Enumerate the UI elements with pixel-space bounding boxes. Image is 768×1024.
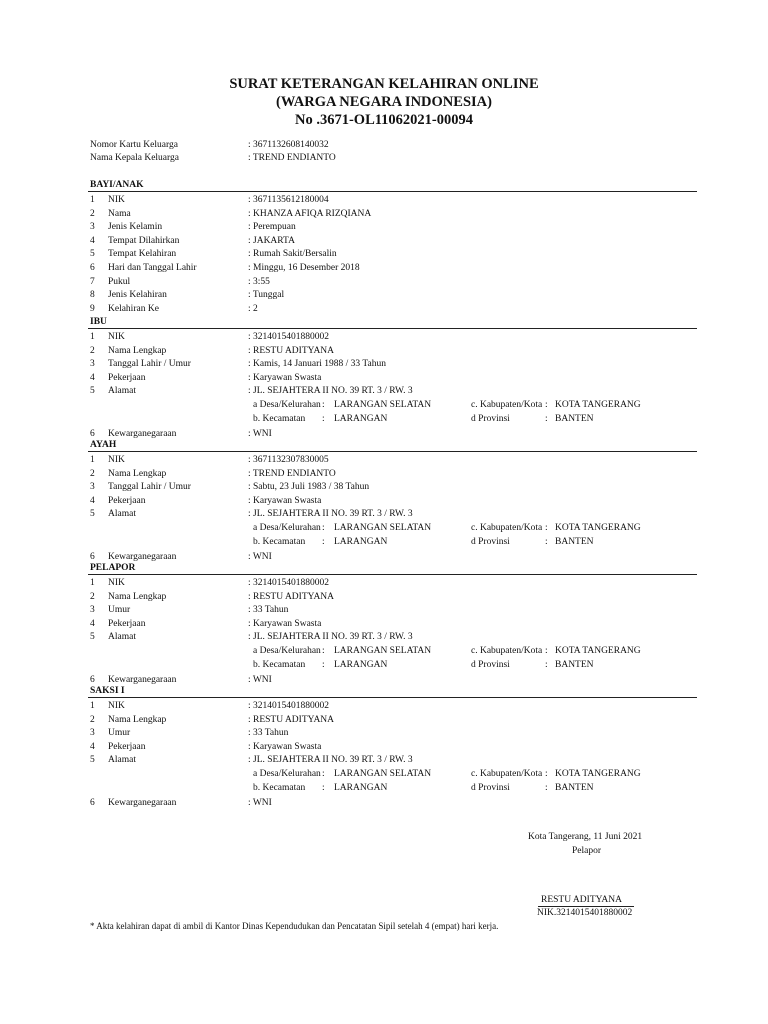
document-title: SURAT KETERANGAN KELAHIRAN ONLINE: [229, 76, 539, 92]
row-number: 3: [90, 359, 95, 370]
ayah-row: [0, 468, 768, 481]
field-value: : RESTU ADITYANA: [248, 714, 335, 725]
desa-value: LARANGAN SELATAN: [334, 400, 432, 410]
kk-head-value: : TREND ENDIANTO: [248, 153, 336, 163]
field-label: NIK: [108, 578, 125, 588]
row-number: 3: [90, 728, 95, 739]
colon: :: [545, 659, 548, 670]
pelapor-address-row-2: [0, 659, 768, 672]
field-label: Kewarganegaraan: [108, 552, 177, 563]
saksi-address-row-1: [0, 768, 768, 781]
document-subtitle: (WARGA NEGARA INDONESIA): [276, 94, 492, 110]
desa-label: a Desa/Kelurahan: [253, 646, 321, 656]
colon: :: [322, 659, 325, 670]
field-label: Tanggal Lahir / Umur: [108, 359, 191, 370]
field-label: Hari dan Tanggal Lahir: [108, 263, 197, 273]
row-number: 2: [90, 208, 95, 219]
row-number: 6: [90, 675, 95, 686]
bayi-row: [0, 208, 768, 221]
kabupaten-label: c. Kabupaten/Kota: [471, 769, 543, 779]
provinsi-label: d Provinsi: [471, 536, 510, 547]
kk-number-row: [0, 139, 768, 152]
desa-label: a Desa/Kelurahan: [253, 769, 321, 779]
row-number: 5: [90, 755, 95, 766]
bayi-row: [0, 248, 768, 261]
kecamatan-label: b. Kecamatan: [253, 782, 306, 793]
field-value: : 33 Tahun: [248, 728, 289, 739]
row-number: 9: [90, 303, 95, 314]
saksi-row: [0, 741, 768, 754]
field-label: Pekerjaan: [108, 741, 146, 752]
provinsi-label: d Provinsi: [471, 659, 510, 670]
colon: :: [322, 782, 325, 793]
pelapor-row: [0, 618, 768, 631]
row-number: 5: [90, 509, 95, 520]
row-number: 6: [90, 552, 95, 563]
ayah-row: [0, 495, 768, 508]
ibu-address-row-1: [0, 399, 768, 412]
bayi-row: [0, 289, 768, 302]
colon: :: [322, 523, 325, 533]
desa-value: LARANGAN SELATAN: [334, 523, 432, 533]
bayi-heading: BAYI/ANAK: [90, 180, 144, 190]
field-value: : 3214015401880002: [248, 701, 330, 711]
pelapor-divider: [88, 574, 697, 575]
field-label: Nama: [108, 208, 131, 219]
pelapor-row: [0, 577, 768, 590]
colon: :: [545, 536, 548, 547]
bayi-row: [0, 276, 768, 289]
colon: :: [322, 536, 325, 547]
ayah-row: [0, 454, 768, 467]
field-label: Nama Lengkap: [108, 591, 167, 602]
field-value: : 33 Tahun: [248, 605, 289, 616]
field-value: : Karyawan Swasta: [248, 618, 322, 629]
field-value: : JAKARTA: [248, 235, 295, 246]
kecamatan-label: b. Kecamatan: [253, 413, 306, 424]
field-value: : Perempuan: [248, 222, 296, 233]
field-value: : Karyawan Swasta: [248, 741, 322, 752]
ayah-address-row-1: [0, 522, 768, 535]
row-number: 2: [90, 345, 95, 356]
field-value: : WNI: [248, 552, 272, 563]
kabupaten-value: KOTA TANGERANG: [555, 523, 641, 533]
provinsi-label: d Provinsi: [471, 782, 510, 793]
kk-number-value: : 3671132608140032: [248, 140, 329, 150]
pelapor-row: [0, 591, 768, 604]
row-number: 2: [90, 468, 95, 479]
saksi-row: [0, 754, 768, 767]
colon: :: [322, 413, 325, 424]
signature-nik: NIK.3214015401880002: [537, 908, 633, 918]
bayi-row: [0, 235, 768, 248]
field-label: Pukul: [108, 276, 131, 287]
row-number: 6: [90, 263, 95, 273]
kecamatan-value: LARANGAN: [334, 413, 388, 424]
kecamatan-label: b. Kecamatan: [253, 659, 306, 670]
field-value: : WNI: [248, 675, 272, 686]
field-value: : WNI: [248, 429, 272, 440]
kabupaten-label: c. Kabupaten/Kota: [471, 523, 543, 533]
row-number: 5: [90, 386, 95, 397]
field-value: : RESTU ADITYANA: [248, 591, 335, 602]
field-value: : JL. SEJAHTERA II NO. 39 RT. 3 / RW. 3: [248, 632, 413, 643]
field-value: : RESTU ADITYANA: [248, 345, 335, 356]
kecamatan-label: b. Kecamatan: [253, 536, 306, 547]
bayi-divider: [88, 191, 697, 192]
row-number: 8: [90, 290, 95, 301]
ibu-divider: [88, 328, 697, 329]
saksi-divider: [88, 697, 697, 698]
field-value: : Karyawan Swasta: [248, 495, 322, 506]
ayah-row: [0, 508, 768, 521]
row-number: 1: [90, 332, 95, 342]
colon: :: [545, 523, 548, 533]
bayi-row: [0, 194, 768, 207]
field-label: NIK: [108, 195, 125, 205]
field-value: : 3671132307830005: [248, 455, 329, 465]
field-value: : Rumah Sakit/Bersalin: [248, 249, 337, 260]
kabupaten-label: c. Kabupaten/Kota: [471, 400, 543, 410]
field-value: : Karyawan Swasta: [248, 372, 322, 383]
pelapor-address-row-1: [0, 645, 768, 658]
kabupaten-value: KOTA TANGERANG: [555, 646, 641, 656]
row-number: 1: [90, 455, 95, 465]
kecamatan-value: LARANGAN: [334, 782, 388, 793]
provinsi-value: BANTEN: [555, 536, 594, 547]
field-label: Nama Lengkap: [108, 714, 167, 725]
row-number: 4: [90, 618, 95, 629]
colon: :: [545, 413, 548, 424]
colon: :: [545, 769, 548, 779]
ibu-row: [0, 372, 768, 385]
field-label: Jenis Kelahiran: [108, 290, 167, 301]
bayi-row: [0, 221, 768, 234]
desa-value: LARANGAN SELATAN: [334, 646, 432, 656]
kk-head-row: [0, 152, 768, 165]
saksi-address-row-2: [0, 782, 768, 795]
desa-value: LARANGAN SELATAN: [334, 769, 432, 779]
saksi-row: [0, 727, 768, 740]
row-number: 1: [90, 195, 95, 205]
ibu-row: [0, 358, 768, 371]
ayah-row: [0, 481, 768, 494]
field-label: Kewarganegaraan: [108, 798, 177, 809]
ayah-heading: AYAH: [90, 440, 117, 450]
provinsi-label: d Provinsi: [471, 413, 510, 424]
field-label: Tanggal Lahir / Umur: [108, 482, 191, 493]
ibu-row: [0, 385, 768, 398]
kabupaten-value: KOTA TANGERANG: [555, 769, 641, 779]
field-label: Kewarganegaraan: [108, 429, 177, 440]
pelapor-heading: PELAPOR: [90, 563, 136, 573]
footnote: * Akta kelahiran dapat di ambil di Kantor Dinas Kependudukan dan Pencatatan Sipil setelah 4 (empat) hari kerja.: [90, 921, 499, 931]
colon: :: [322, 646, 325, 656]
provinsi-value: BANTEN: [555, 659, 594, 670]
colon: :: [545, 400, 548, 410]
row-number: 4: [90, 235, 95, 246]
row-number: 3: [90, 605, 95, 616]
field-label: Alamat: [108, 386, 136, 397]
saksi-row: [0, 700, 768, 713]
field-value: : JL. SEJAHTERA II NO. 39 RT. 3 / RW. 3: [248, 755, 413, 766]
row-number: 6: [90, 798, 95, 809]
field-label: Pekerjaan: [108, 372, 146, 383]
signature-role: Pelapor: [572, 846, 602, 856]
kecamatan-value: LARANGAN: [334, 659, 388, 670]
colon: :: [322, 400, 325, 410]
ibu-row: [0, 345, 768, 358]
row-number: 2: [90, 714, 95, 725]
row-number: 4: [90, 741, 95, 752]
kabupaten-label: c. Kabupaten/Kota: [471, 646, 543, 656]
field-label: Tempat Kelahiran: [108, 249, 177, 260]
field-label: NIK: [108, 455, 125, 465]
field-label: Pekerjaan: [108, 495, 146, 506]
desa-label: a Desa/Kelurahan: [253, 400, 321, 410]
field-label: Pekerjaan: [108, 618, 146, 629]
field-label: NIK: [108, 701, 125, 711]
kabupaten-value: KOTA TANGERANG: [555, 400, 641, 410]
kecamatan-value: LARANGAN: [334, 536, 388, 547]
field-value: : 3:55: [248, 276, 270, 287]
colon: :: [545, 782, 548, 793]
ayah-divider: [88, 451, 697, 452]
field-value: : Minggu, 16 Desember 2018: [248, 263, 360, 273]
row-number: 3: [90, 222, 95, 233]
ayah-address-row-2: [0, 536, 768, 549]
row-number: 1: [90, 578, 95, 588]
field-label: Alamat: [108, 755, 136, 766]
kk-head-label: Nama Kepala Keluarga: [90, 153, 179, 163]
field-label: Alamat: [108, 509, 136, 520]
field-value: : JL. SEJAHTERA II NO. 39 RT. 3 / RW. 3: [248, 386, 413, 397]
kk-number-label: Nomor Kartu Keluarga: [90, 140, 178, 150]
ibu-row: [0, 331, 768, 344]
saksi-citizenship-row: [0, 797, 768, 810]
row-number: 2: [90, 591, 95, 602]
field-label: Kelahiran Ke: [108, 303, 159, 314]
field-label: Jenis Kelamin: [108, 222, 163, 233]
field-label: Umur: [108, 605, 131, 616]
bayi-row: [0, 303, 768, 316]
field-value: : WNI: [248, 798, 272, 809]
saksi-heading: SAKSI I: [90, 686, 125, 696]
provinsi-value: BANTEN: [555, 782, 594, 793]
row-number: 6: [90, 429, 95, 440]
field-value: : JL. SEJAHTERA II NO. 39 RT. 3 / RW. 3: [248, 509, 413, 520]
field-label: Alamat: [108, 632, 136, 643]
row-number: 4: [90, 495, 95, 506]
saksi-row: [0, 714, 768, 727]
field-value: : 3671135612180004: [248, 195, 329, 205]
pelapor-row: [0, 631, 768, 644]
field-value: : 2: [248, 303, 258, 314]
desa-label: a Desa/Kelurahan: [253, 523, 321, 533]
row-number: 7: [90, 276, 95, 287]
field-value: : Kamis, 14 Januari 1988 / 33 Tahun: [248, 359, 386, 370]
field-value: : Tunggal: [248, 290, 285, 301]
row-number: 1: [90, 701, 95, 711]
bayi-row: [0, 262, 768, 275]
document-number: No .3671-OL11062021-00094: [294, 112, 474, 128]
colon: :: [545, 646, 548, 656]
field-value: : 3214015401880002: [248, 332, 330, 342]
ibu-heading: IBU: [90, 317, 107, 327]
row-number: 5: [90, 249, 95, 260]
signature-place-date: Kota Tangerang, 11 Juni 2021: [528, 832, 643, 842]
provinsi-value: BANTEN: [555, 413, 594, 424]
field-label: Kewarganegaraan: [108, 675, 177, 686]
ibu-address-row-2: [0, 413, 768, 426]
field-value: : Sabtu, 23 Juli 1983 / 38 Tahun: [248, 482, 370, 493]
field-label: NIK: [108, 332, 125, 342]
field-value: : TREND ENDIANTO: [248, 468, 336, 479]
signature-name: RESTU ADITYANA: [541, 895, 623, 905]
field-value: : KHANZA AFIQA RIZQIANA: [248, 208, 372, 219]
colon: :: [322, 769, 325, 779]
row-number: 5: [90, 632, 95, 643]
field-label: Nama Lengkap: [108, 345, 167, 356]
field-label: Nama Lengkap: [108, 468, 167, 479]
field-label: Tempat Dilahirkan: [108, 235, 180, 246]
row-number: 4: [90, 372, 95, 383]
row-number: 3: [90, 482, 95, 493]
field-label: Umur: [108, 728, 131, 739]
pelapor-row: [0, 604, 768, 617]
field-value: : 3214015401880002: [248, 578, 330, 588]
